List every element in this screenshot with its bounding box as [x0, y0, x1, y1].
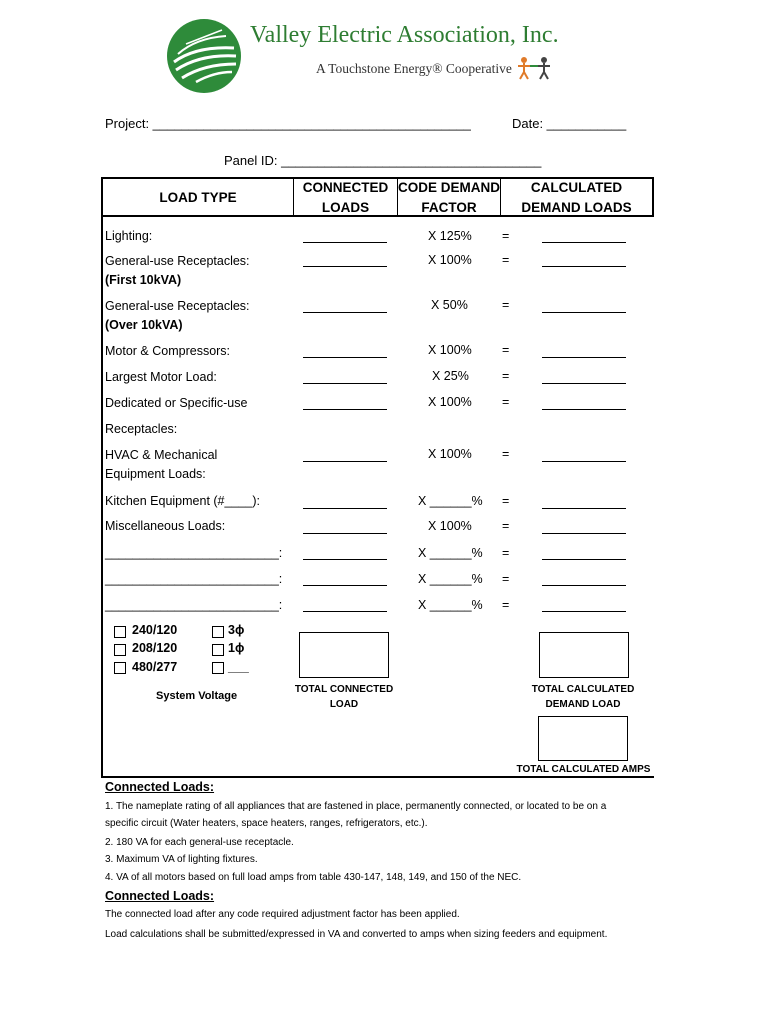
- touchstone-logo-icon: [514, 54, 556, 85]
- calculated-blank[interactable]: [542, 242, 626, 243]
- row-label: General-use Receptacles: (First 10kVA): [105, 254, 250, 287]
- equals: =: [502, 229, 510, 243]
- phase-checkbox[interactable]: [212, 626, 224, 638]
- row-label: Dedicated or Specific-use: [105, 396, 248, 410]
- logo-emblem-icon: [166, 18, 242, 94]
- calculated-blank[interactable]: [542, 312, 626, 313]
- total-connected-label: TOTAL CONNECTED LOAD: [294, 684, 394, 710]
- calculated-blank[interactable]: [542, 611, 626, 612]
- demand-factor: X ______%: [418, 598, 483, 612]
- tagline: A Touchstone Energy® Cooperative: [316, 61, 512, 76]
- org-name: Valley Electric Association, Inc.: [250, 22, 559, 48]
- logo: [166, 18, 242, 94]
- equals: =: [502, 395, 510, 409]
- note-4: 4. VA of all motors based on full load amps from table 430-147, 148, 149, and 150 of the NEC.: [105, 872, 522, 883]
- voltage-option: 240/120: [132, 623, 178, 637]
- demand-factor: X 100%: [428, 447, 472, 461]
- equals: =: [502, 546, 510, 560]
- row-label: Receptacles:: [105, 422, 178, 436]
- voltage-option: 208/120: [132, 641, 178, 655]
- note-1b: specific circuit (Water heaters, space heaters, ranges, refrigerators, etc.).: [105, 818, 428, 829]
- custom-load-label[interactable]: _________________________:: [105, 546, 283, 560]
- calculated-blank[interactable]: [542, 357, 626, 358]
- total-amps-box[interactable]: [538, 716, 628, 761]
- phase-checkbox[interactable]: [212, 644, 224, 656]
- note-2: 2. 180 VA for each general-use receptacle.: [105, 837, 294, 848]
- connected-blank[interactable]: [303, 242, 387, 243]
- total-demand-box[interactable]: [539, 632, 629, 678]
- connected-blank[interactable]: [303, 508, 387, 509]
- notes-heading-2: Connected Loads:: [105, 889, 215, 903]
- row-label: General-use Receptacles: (Over 10kVA): [105, 299, 250, 332]
- row-label: Kitchen Equipment (#____):: [105, 494, 260, 508]
- connected-blank[interactable]: [303, 611, 387, 612]
- equals: =: [502, 494, 510, 508]
- demand-factor: X 100%: [428, 253, 472, 267]
- calculated-blank[interactable]: [542, 409, 626, 410]
- total-demand-label: TOTAL CALCULATED DEMAND LOAD: [531, 684, 635, 710]
- header-calculated: CALCULATED DEMAND LOADS: [521, 180, 632, 215]
- phase-checkbox[interactable]: [212, 662, 224, 674]
- note-3: 3. Maximum VA of lighting fixtures.: [105, 854, 258, 865]
- phase-option: 1ϕ: [228, 641, 245, 655]
- calculated-blank[interactable]: [542, 585, 626, 586]
- demand-factor: X 125%: [428, 229, 472, 243]
- table-bottom-rule: [101, 776, 654, 778]
- custom-load-label[interactable]: _________________________:: [105, 598, 283, 612]
- voltage-checkbox[interactable]: [114, 644, 126, 656]
- table-left-border: [101, 217, 103, 777]
- row-label: Largest Motor Load:: [105, 370, 217, 384]
- calculated-blank[interactable]: [542, 266, 626, 267]
- equals: =: [502, 298, 510, 312]
- row-label: Miscellaneous Loads:: [105, 519, 226, 533]
- connected-blank[interactable]: [303, 409, 387, 410]
- demand-factor: X 25%: [432, 369, 469, 383]
- row-label: HVAC & Mechanical Equipment Loads:: [105, 448, 218, 481]
- connected-blank[interactable]: [303, 559, 387, 560]
- connected-blank[interactable]: [303, 357, 387, 358]
- connected-blank[interactable]: [303, 383, 387, 384]
- note-1a: 1. The nameplate rating of all appliances that are fastened in place, permanently connected, or located to be on a: [105, 801, 607, 812]
- date-field[interactable]: Date: ___________: [512, 116, 627, 131]
- notes-heading: Connected Loads:: [105, 780, 215, 794]
- demand-factor: X 50%: [431, 298, 468, 312]
- custom-load-label[interactable]: _________________________:: [105, 572, 283, 586]
- equals: =: [502, 369, 510, 383]
- header-connected: CONNECTED LOADS: [302, 180, 389, 215]
- row-label: Motor & Compressors:: [105, 344, 231, 358]
- demand-factor: X ______%: [418, 494, 483, 508]
- calculated-blank[interactable]: [542, 461, 626, 462]
- panel-id-field[interactable]: Panel ID: ____________________________________: [224, 153, 542, 168]
- project-field[interactable]: Project: ____________________________________________: [105, 116, 471, 131]
- connected-blank[interactable]: [303, 585, 387, 586]
- connected-blank[interactable]: [303, 461, 387, 462]
- equals: =: [502, 253, 510, 267]
- equals: =: [502, 598, 510, 612]
- phase-option: 3ϕ: [228, 623, 245, 637]
- connected-blank[interactable]: [303, 312, 387, 313]
- equals: =: [502, 519, 510, 533]
- calculated-blank[interactable]: [542, 508, 626, 509]
- voltage-checkbox[interactable]: [114, 626, 126, 638]
- connected-blank[interactable]: [303, 266, 387, 267]
- phase-option: ___: [228, 660, 249, 674]
- header-load-type: LOAD TYPE: [159, 190, 237, 205]
- note-p2: Load calculations shall be submitted/expressed in VA and converted to amps when sizing feeders and equipment.: [105, 929, 608, 940]
- voltage-checkbox[interactable]: [114, 662, 126, 674]
- demand-factor: X 100%: [428, 343, 472, 357]
- calculated-blank[interactable]: [542, 559, 626, 560]
- demand-factor: X 100%: [428, 519, 472, 533]
- demand-factor: X ______%: [418, 572, 483, 586]
- demand-factor: X 100%: [428, 395, 472, 409]
- demand-factor: X ______%: [418, 546, 483, 560]
- system-voltage-caption: System Voltage: [156, 690, 238, 702]
- equals: =: [502, 343, 510, 357]
- note-p1: The connected load after any code required adjustment factor has been applied.: [105, 909, 460, 920]
- total-connected-box[interactable]: [299, 632, 389, 678]
- voltage-option: 480/277: [132, 660, 178, 674]
- total-amps-label: TOTAL CALCULATED AMPS: [516, 764, 651, 775]
- header-demand-factor: CODE DEMAND FACTOR: [398, 180, 501, 215]
- equals: =: [502, 572, 510, 586]
- row-label: Lighting:: [105, 229, 153, 243]
- calculated-blank[interactable]: [542, 383, 626, 384]
- equals: =: [502, 447, 510, 461]
- connected-blank[interactable]: [303, 533, 387, 534]
- calculated-blank[interactable]: [542, 533, 626, 534]
